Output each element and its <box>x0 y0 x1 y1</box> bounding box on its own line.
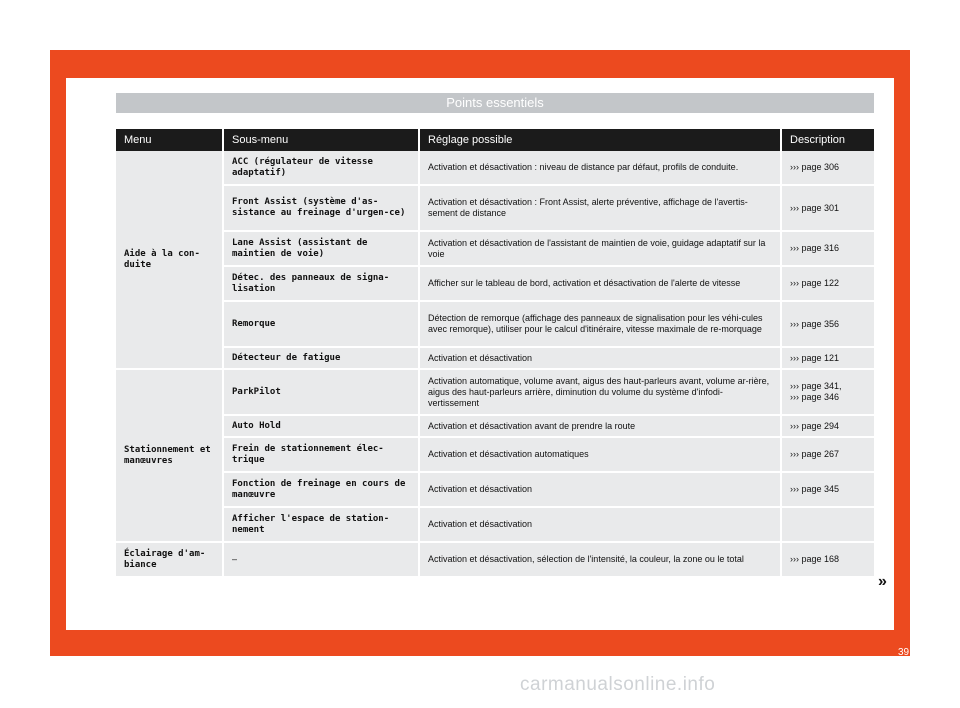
table-row <box>116 438 874 473</box>
column-header-reglage: Réglage possible <box>420 129 782 151</box>
page-ref-link[interactable]: ››› page 306 <box>782 151 874 186</box>
page-title: Points essentiels <box>116 93 874 113</box>
setting-cell: Activation et désactivation avant de prendre la route <box>420 416 782 438</box>
watermark-text: carmanualsonline.info <box>520 674 716 695</box>
column-header-sous-menu: Sous-menu <box>224 129 420 151</box>
table-row <box>116 302 874 348</box>
submenu-cell: ACC (régulateur de vitesse adaptatif) <box>224 151 420 186</box>
menu-cell-aide-conduite: Aide à la con- duite <box>116 151 224 370</box>
submenu-cell: Afficher l'espace de station-nement <box>224 508 420 543</box>
settings-table <box>116 129 874 578</box>
page-ref-link[interactable]: ››› page 267 <box>782 438 874 473</box>
page-ref-link[interactable] <box>782 508 874 543</box>
orange-frame <box>50 50 910 656</box>
column-header-description: Description <box>782 129 874 151</box>
page-ref-link[interactable]: ››› page 316 <box>782 232 874 267</box>
table-row <box>116 416 874 438</box>
continue-marker: » <box>878 573 887 590</box>
setting-cell: Activation et désactivation automatiques <box>420 438 782 473</box>
setting-cell: Activation et désactivation <box>420 348 782 370</box>
table-row <box>116 348 874 370</box>
setting-cell: Détection de remorque (affichage des panneaux de signalisation pour les véhi-cules avec remorque), utiliser pour le calcul d'itinéraire, vitesse maximale de re-morquage <box>420 302 782 348</box>
submenu-cell: Remorque <box>224 302 420 348</box>
table-row <box>116 232 874 267</box>
table-row <box>116 543 874 578</box>
page-ref-link[interactable]: ››› page 345 <box>782 473 874 508</box>
submenu-cell: Détec. des panneaux de signa-lisation <box>224 267 420 302</box>
setting-cell: Activation et désactivation : Front Assist, alerte préventive, affichage de l'avertis-sement de distance <box>420 186 782 232</box>
setting-cell: Activation automatique, volume avant, aigus des haut-parleurs avant, volume ar-rière, aigus des haut-parleurs arrière, diminution du volume du système d'infodi-vertissement <box>420 370 782 416</box>
table-row <box>116 473 874 508</box>
page-ref-link[interactable]: ››› page 341, ››› page 346 <box>782 370 874 416</box>
page-ref-link[interactable]: ››› page 122 <box>782 267 874 302</box>
submenu-cell: Frein de stationnement élec-trique <box>224 438 420 473</box>
setting-cell: Activation et désactivation <box>420 473 782 508</box>
table-row <box>116 186 874 232</box>
menu-cell-eclairage: Éclairage d'am- biance <box>116 543 224 578</box>
table-row <box>116 151 874 186</box>
submenu-cell: Fonction de freinage en cours de manœuvre <box>224 473 420 508</box>
column-header-menu: Menu <box>116 129 224 151</box>
table-header-row <box>116 129 874 151</box>
page-ref-link[interactable]: ››› page 294 <box>782 416 874 438</box>
page-number: 39 <box>898 647 910 658</box>
submenu-cell: – <box>224 543 420 578</box>
setting-cell: Activation et désactivation <box>420 508 782 543</box>
menu-cell-stationnement: Stationnement et manœuvres <box>116 370 224 543</box>
page-ref-link[interactable]: ››› page 121 <box>782 348 874 370</box>
submenu-cell: ParkPilot <box>224 370 420 416</box>
table-row <box>116 370 874 416</box>
table-row <box>116 267 874 302</box>
submenu-cell: Lane Assist (assistant de maintien de voie) <box>224 232 420 267</box>
table-row <box>116 508 874 543</box>
submenu-cell: Auto Hold <box>224 416 420 438</box>
page-ref-link[interactable]: ››› page 301 <box>782 186 874 232</box>
setting-cell: Afficher sur le tableau de bord, activation et désactivation de l'alerte de vitesse <box>420 267 782 302</box>
submenu-cell: Front Assist (système d'as-sistance au freinage d'urgen-ce) <box>224 186 420 232</box>
page-ref-link[interactable]: ››› page 168 <box>782 543 874 578</box>
setting-cell: Activation et désactivation : niveau de distance par défaut, profils de conduite. <box>420 151 782 186</box>
setting-cell: Activation et désactivation, sélection de l'intensité, la couleur, la zone ou le total <box>420 543 782 578</box>
setting-cell: Activation et désactivation de l'assistant de maintien de voie, guidage adaptatif sur la voie <box>420 232 782 267</box>
page-ref-link[interactable]: ››› page 356 <box>782 302 874 348</box>
submenu-cell: Détecteur de fatigue <box>224 348 420 370</box>
page-content <box>66 78 910 658</box>
